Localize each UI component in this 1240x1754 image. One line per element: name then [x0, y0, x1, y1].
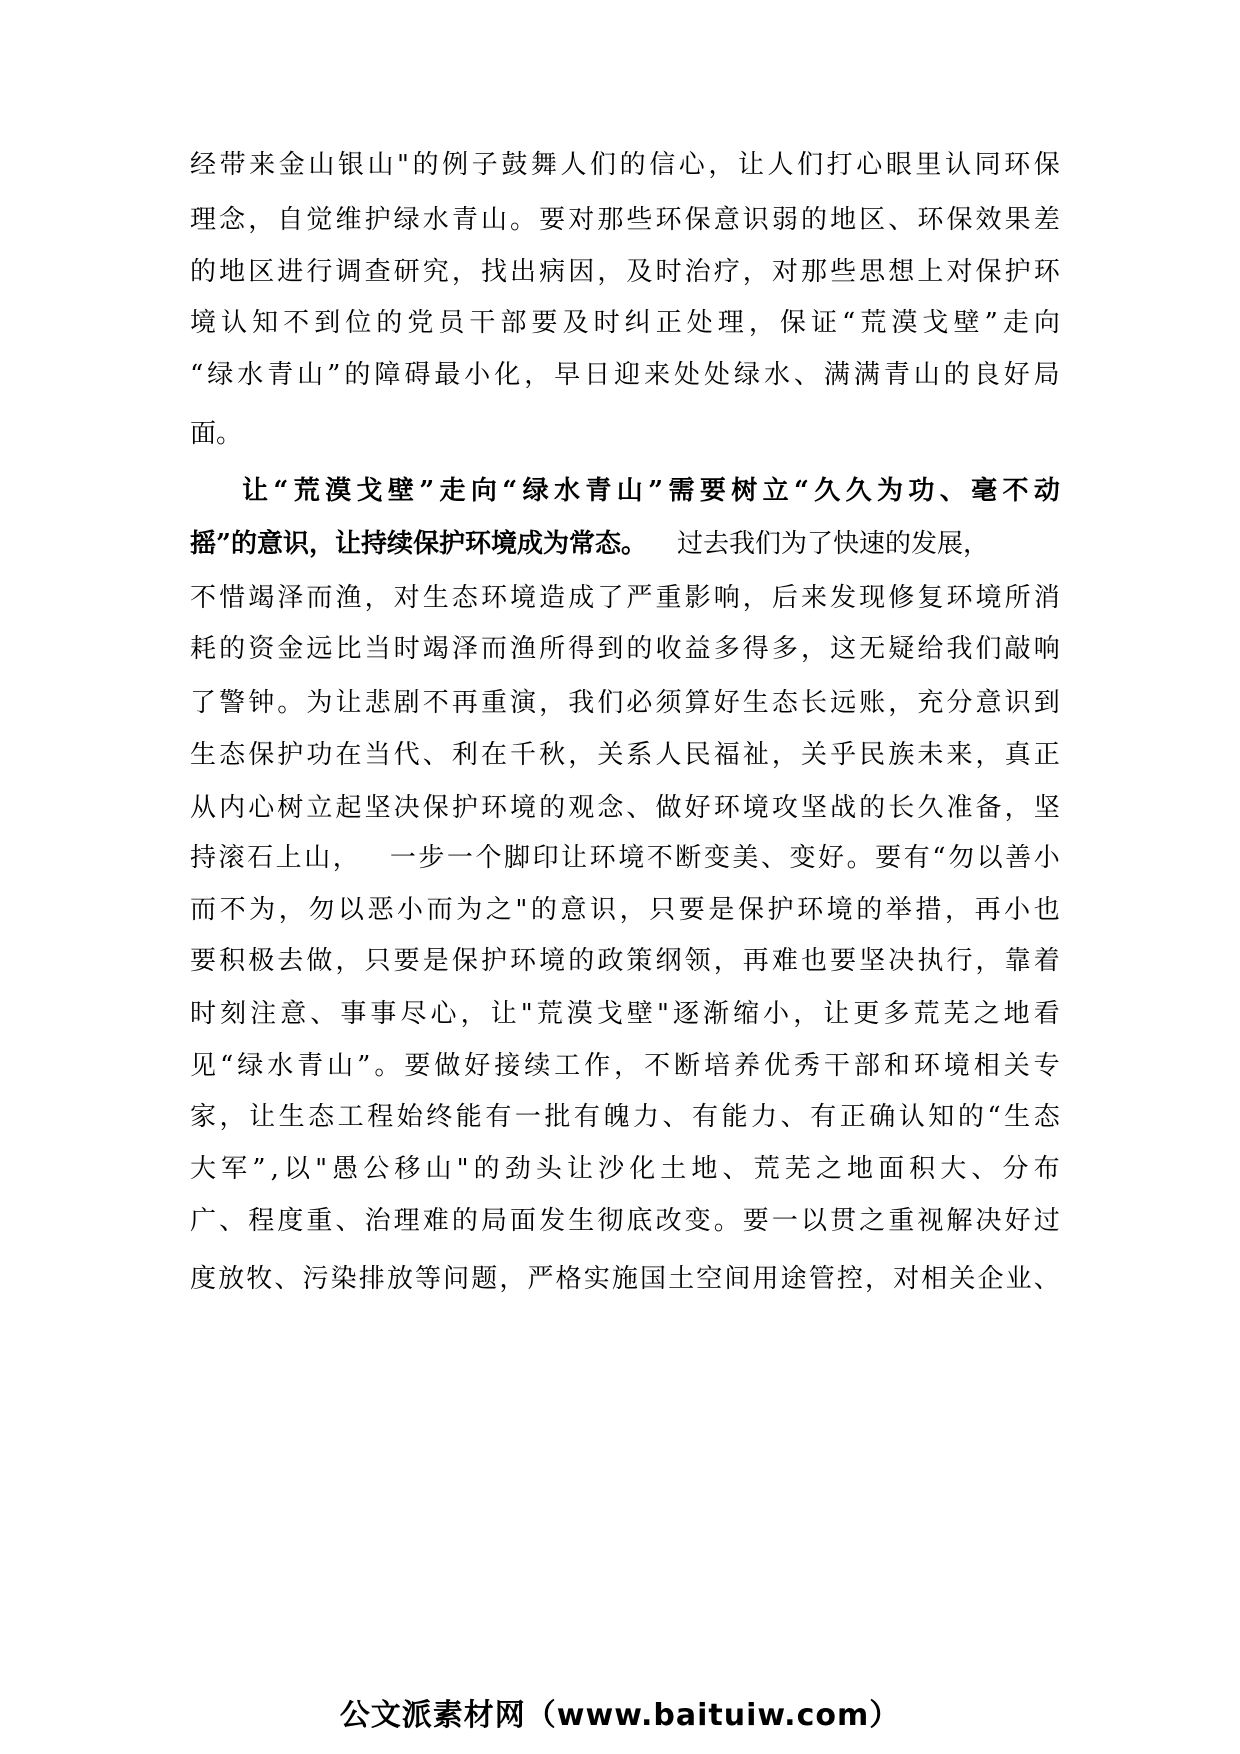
body-line: 的 地 区 进 行 调 查 研 究 ， 找 出 病 因 ， 及 时 治 疗 ， 对 那 些 思 想 上 对 保 护 环 — [190, 257, 1060, 287]
body-line: 不 惜 竭 泽 而 渔 ， 对 生 态 环 境 造 成 了 严 重 影 响 ， 后 来 发 现 修 复 环 境 所 消 — [190, 583, 1060, 613]
body-line: 耗 的 资 金 远 比 当 时 竭 泽 而 渔 所 得 到 的 收 益 多 得 多 ， 这 无 疑 给 我 们 敲 响 — [190, 634, 1060, 664]
body-line: 广 、 程 度 重 、 治 理 难 的 局 面 发 生 彻 底 改 变 。 要 一 以 贯 之 重 视 解 决 好 过 — [190, 1206, 1060, 1236]
body-line: 经 带 来 金 山 银 山 " 的 例 子 鼓 舞 人 们 的 信 心 ， 让 人 们 打 心 眼 里 认 同 环 保 — [190, 150, 1060, 180]
body-line: 持 滚 石 上 山 ， 一 步 一 个 脚 印 让 环 境 不 断 变 美 、 变 好 。 要 有 “ 勿 以 善 小 — [190, 843, 1060, 873]
body-line: 时 刻 注 意 、 事 事 尽 心 ， 让 " 荒 漠 戈 壁 " 逐 渐 缩 小 ， 让 更 多 荒 芜 之 地 看 — [190, 999, 1060, 1029]
body-text-run: 过去我们为了快速的发展， — [676, 529, 989, 559]
body-line: 见 “ 绿 水 青 山 ” 。 要 做 好 接 续 工 作 ， 不 断 培 养 优 秀 干 部 和 环 境 相 关 专 — [190, 1051, 1060, 1081]
body-line: 要 积 极 去 做 ， 只 要 是 保 护 环 境 的 政 策 纲 领 ， 再 难 也 要 坚 决 执 行 ， 靠 着 — [190, 946, 1060, 976]
body-line: 境 认 知 不 到 位 的 党 员 干 部 要 及 时 纠 正 处 理 ， 保 证 “ 荒 漠 戈 壁 ” 走 向 — [190, 308, 1060, 338]
body-line: 了 警 钟 。 为 让 悲 剧 不 再 重 演 ， 我 们 必 须 算 好 生 态 长 远 账 ， 充 分 意 识 到 — [190, 688, 1060, 718]
footer-watermark: 公文派素材网（www.baituiw.com） — [339, 1698, 901, 1733]
body-line: 度 放 牧 、 污 染 排 放 等 问 题 ， 严 格 实 施 国 土 空 间 用 途 管 控 ， 对 相 关 企 业 、 — [190, 1264, 1060, 1294]
body-line: 大 军 ” , 以 " 愚 公 移 山 " 的 劲 头 让 沙 化 土 地 、 荒 芜 之 地 面 积 大 、 分 布 — [190, 1154, 1060, 1184]
body-line: 理 念 ， 自 觉 维 护 绿 水 青 山 。 要 对 那 些 环 保 意 识 弱 的 地 区 、 环 保 效 果 差 — [190, 205, 1060, 235]
body-line: 而 不 为 ， 勿 以 恶 小 而 为 之 " 的 意 识 ， 只 要 是 保 护 环 境 的 举 措 ， 再 小 也 — [190, 895, 1060, 925]
body-line: 面。 — [190, 419, 243, 449]
body-line: 家 ， 让 生 态 工 程 始 终 能 有 一 批 有 魄 力 、 有 能 力 、 有 正 确 认 知 的 “ 生 态 — [190, 1102, 1060, 1132]
body-line — [190, 524, 1060, 564]
bold-lead-text: 摇”的意识，让持续保护环境成为常态。 — [190, 529, 647, 559]
body-line: 生 态 保 护 功 在 当 代 、 利 在 千 秋 ， 关 系 人 民 福 祉 ， 关 乎 民 族 未 来 ， 真 正 — [190, 740, 1060, 770]
body-line: 让 “ 荒 漠 戈 壁 ” 走 向 “ 绿 水 青 山 ” 需 要 树 立 “ 久 久 为 功 、 毫 不 动 — [242, 476, 1060, 506]
body-line: “ 绿 水 青 山 ” 的 障 碍 最 小 化 ， 早 日 迎 来 处 处 绿 水 、 满 满 青 山 的 良 好 局 — [190, 360, 1060, 390]
body-line: 从 内 心 树 立 起 坚 决 保 护 环 境 的 观 念 、 做 好 环 境 攻 坚 战 的 长 久 准 备 ， 坚 — [190, 793, 1060, 823]
